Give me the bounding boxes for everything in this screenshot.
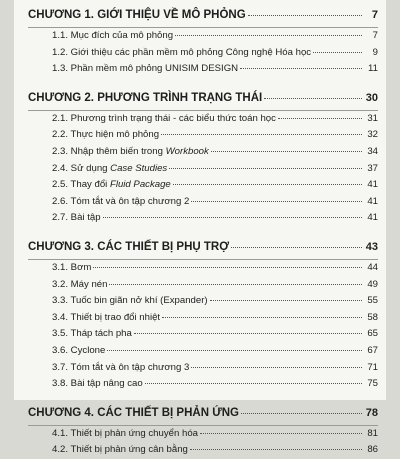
dot-leader — [210, 300, 362, 301]
entry-title: 3.2. Máy nén — [52, 278, 108, 290]
entry-title: 2.7. Bài tập — [52, 212, 101, 224]
entry-page: 58 — [367, 311, 378, 323]
entry-title: 1.3. Phần mềm mô phỏng UNISIM DESIGN — [52, 63, 239, 75]
chapter-4 — [28, 404, 378, 426]
chapter-3 — [28, 238, 378, 260]
dot-leader — [190, 449, 362, 450]
toc-entry — [28, 360, 378, 377]
entry-title-text: 2.4. Sử dụng — [52, 162, 111, 174]
entry-title-text: 2.3. Nhập thêm biến trong — [52, 145, 166, 157]
dot-leader — [175, 35, 362, 36]
entry-title — [52, 161, 167, 178]
chapter-heading — [28, 89, 378, 108]
entry-title-italic: Case Studies — [110, 162, 168, 174]
toc-entry — [28, 61, 378, 78]
entry-title — [52, 177, 171, 194]
dot-leader — [191, 367, 362, 368]
entry-page: 11 — [368, 63, 378, 75]
dot-leader — [103, 217, 362, 218]
toc-entry — [28, 260, 378, 277]
dot-leader — [313, 52, 362, 53]
toc-entry — [28, 210, 378, 227]
toc-entry — [28, 45, 378, 62]
entry-page: 71 — [367, 361, 378, 373]
dot-leader — [162, 317, 362, 318]
dot-leader — [107, 350, 362, 351]
chapter-2 — [28, 89, 378, 111]
spacer — [28, 393, 378, 404]
toc-entry — [28, 343, 378, 360]
entry-title: 1.2. Giới thiệu các phần mềm mô phỏng Công nghệ Hóa học — [52, 46, 312, 58]
entry-page: 49 — [367, 278, 378, 290]
dot-leader — [248, 15, 362, 16]
chapter-page: 43 — [365, 240, 378, 253]
entry-title: 4.1. Thiết bị phản ứng chuyển hóa — [52, 427, 198, 439]
dot-leader — [264, 98, 362, 99]
entry-page: 34 — [367, 145, 378, 157]
table-of-contents — [28, 6, 378, 459]
toc-entry — [28, 111, 378, 128]
entry-title: 2.1. Phương trình trạng thái - các biểu thức toán học — [52, 112, 276, 124]
dot-leader — [191, 201, 362, 202]
chapter-page: 30 — [365, 91, 378, 104]
dot-leader — [200, 433, 362, 434]
toc-entry — [28, 177, 378, 194]
entry-title: 3.3. Tuốc bin giãn nở khí (Expander) — [52, 295, 208, 307]
entry-title-italic: Workbook — [165, 145, 209, 157]
toc-entry — [28, 310, 378, 327]
toc-entry — [28, 161, 378, 178]
spacer — [28, 78, 378, 89]
entry-page: 32 — [367, 129, 378, 141]
chapter-heading — [28, 6, 378, 25]
dot-leader — [241, 413, 362, 414]
toc-entry — [28, 28, 378, 45]
entry-title: 3.5. Tháp tách pha — [52, 328, 132, 340]
dot-leader — [134, 333, 362, 334]
entry-page: 37 — [367, 162, 378, 174]
toc-entry — [28, 293, 378, 310]
entry-page: 86 — [367, 444, 378, 456]
toc-entry — [28, 426, 378, 443]
entry-page: 41 — [367, 195, 378, 207]
dot-leader — [240, 68, 362, 69]
entry-title: 3.1. Bơm — [52, 261, 92, 273]
chapter-heading — [28, 404, 378, 423]
toc-entry — [28, 442, 378, 459]
entry-title: 3.8. Bài tập nâng cao — [52, 378, 143, 390]
dot-leader — [278, 118, 362, 119]
entry-title: 4.2. Thiết bị phản ứng cân bằng — [52, 444, 188, 456]
entry-title: 3.7. Tóm tắt và ôn tập chương 3 — [52, 361, 190, 373]
entry-page: 44 — [367, 261, 378, 273]
spacer — [28, 227, 378, 238]
chapter-1 — [28, 6, 378, 28]
entry-page: 67 — [367, 344, 378, 356]
entry-page: 55 — [367, 295, 378, 307]
toc-entry — [28, 194, 378, 211]
entry-title: 3.6. Cyclone — [52, 344, 106, 356]
dot-leader — [93, 267, 362, 268]
dot-leader — [211, 151, 362, 152]
dot-leader — [109, 284, 362, 285]
entry-title — [52, 144, 209, 161]
toc-entry — [28, 277, 378, 294]
entry-title: 2.2. Thực hiện mô phỏng — [52, 129, 160, 141]
chapter-page: 78 — [365, 406, 378, 419]
entry-page: 41 — [367, 179, 378, 191]
book-page — [14, 0, 386, 456]
toc-entry — [28, 376, 378, 393]
chapter-title: CHƯƠNG 4. CÁC THIẾT BỊ PHẢN ỨNG — [28, 406, 239, 419]
chapter-heading — [28, 238, 378, 257]
chapter-title: CHƯƠNG 3. CÁC THIẾT BỊ PHỤ TRỢ — [28, 240, 230, 253]
entry-page: 9 — [372, 46, 378, 58]
toc-entry — [28, 127, 378, 144]
dot-leader — [169, 168, 362, 169]
dot-leader — [231, 247, 362, 248]
entry-title-italic: Fluid Package — [109, 179, 171, 191]
entry-page: 75 — [367, 378, 378, 390]
dot-leader — [173, 184, 362, 185]
dot-leader — [145, 383, 362, 384]
chapter-page: 7 — [371, 9, 378, 21]
dot-leader — [161, 134, 362, 135]
chapter-title: CHƯƠNG 2. PHƯƠNG TRÌNH TRẠNG THÁI — [28, 91, 263, 104]
toc-entry — [28, 326, 378, 343]
entry-page: 41 — [367, 212, 378, 224]
entry-title-text: 2.5. Thay đổi — [52, 179, 110, 191]
toc-entry — [28, 144, 378, 161]
entry-page: 7 — [372, 30, 378, 41]
entry-title: 1.1. Mục đích của mô phỏng — [52, 30, 174, 41]
chapter-title: CHƯƠNG 1. GIỚI THIỆU VỀ MÔ PHỎNG — [28, 9, 246, 21]
entry-page: 65 — [367, 328, 378, 340]
entry-title: 2.6. Tóm tắt và ôn tập chương 2 — [52, 195, 190, 207]
entry-page: 81 — [367, 427, 378, 439]
entry-title: 3.4. Thiết bị trao đổi nhiệt — [52, 311, 161, 323]
entry-page: 31 — [367, 112, 378, 124]
